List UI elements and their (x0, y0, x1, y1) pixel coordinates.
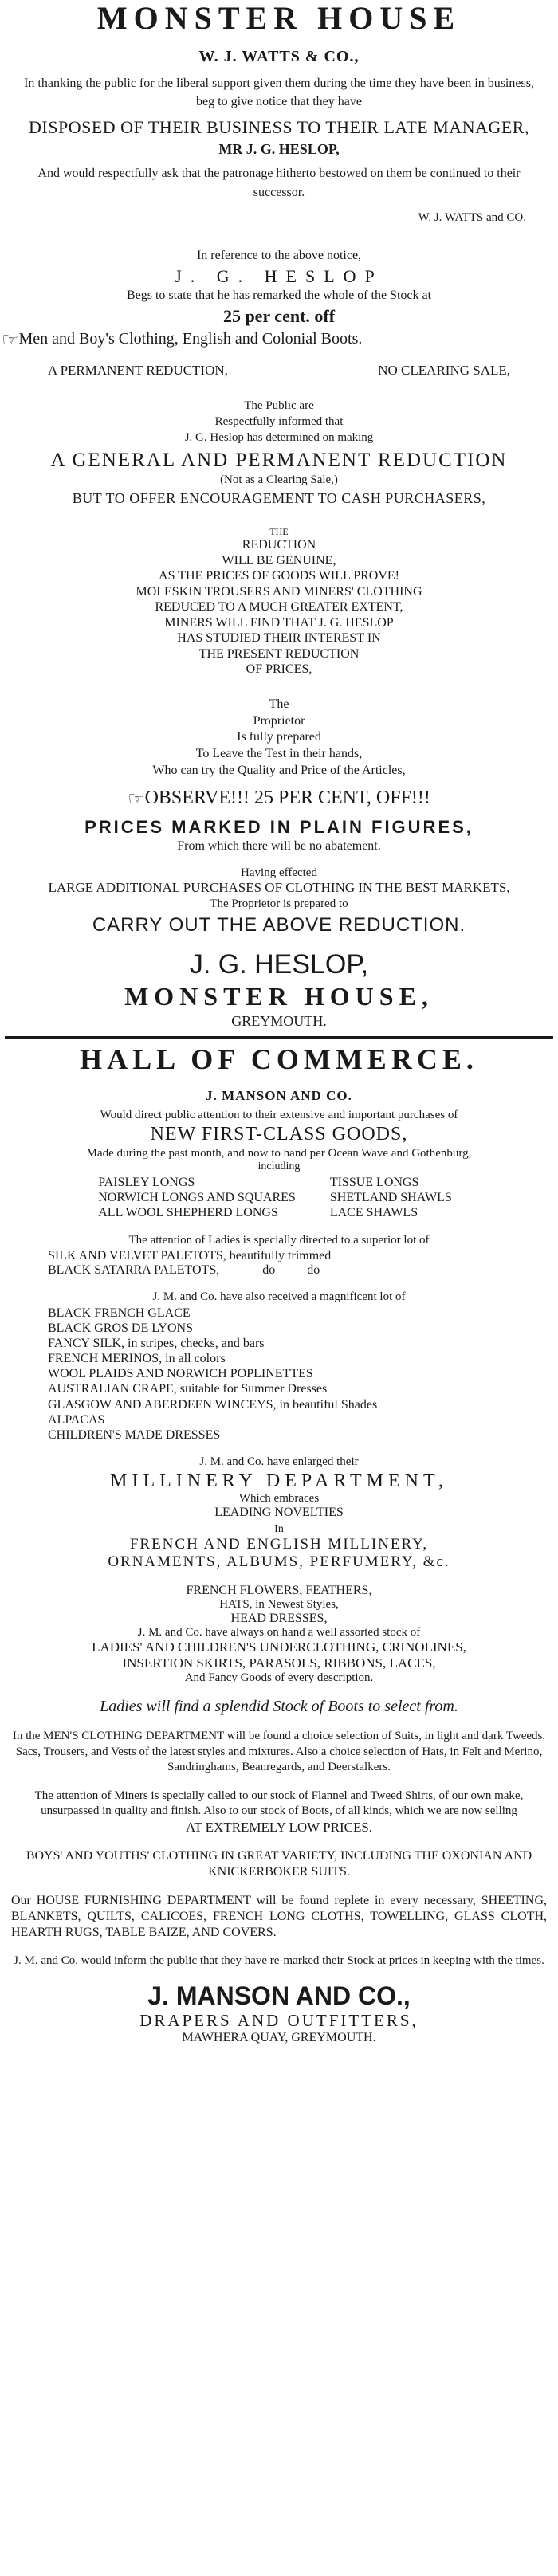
not-clearing: (Not as a Clearing Sale,) (220, 473, 338, 486)
fancy-goods: And Fancy Goods of every description. (184, 1671, 374, 1685)
miners-paragraph: The attention of Miners is specially called to our stock of Flannel and Tweed Shirts, of our own make, unsurpassed in quality and finish. Also to our stock of Boots, of all kinds, which we are now selling (34, 1789, 524, 1818)
column-divider (5, 1036, 553, 1039)
shawl-list-right: TISSUE LONGS SHETLAND SHAWLS LACE SHAWLS (320, 1175, 460, 1221)
large-purchases: LARGE ADDITIONAL PURCHASES OF CLOTHING IN THE BEST MARKETS, (48, 879, 510, 895)
shawl-list-left: PAISLEY LONGS NORWICH LONGS AND SQUARES ALL WOOL SHEPHERD LONGS (98, 1175, 296, 1220)
pointing-hand-icon: ☞ (2, 329, 19, 351)
manager-name: MR J. G. HESLOP, (218, 141, 340, 158)
drapers-outfitters: DRAPERS AND OUTFITTERS, (140, 2011, 418, 2031)
including: including (257, 1160, 301, 1172)
remarked-stock: J. M. and Co. would inform the public that they have re-marked their Stock at prices in keeping with the times. (14, 1954, 544, 1967)
firm-name: J. MANSON AND CO. (206, 1087, 352, 1103)
boys-clothing: BOYS' AND YOUTHS' CLOTHING IN GREAT VARIETY, INCLUDING THE OXONIAN AND KNICKERBOKER SUITS. (26, 1848, 532, 1879)
disposed-line: DISPOSED OF THEIR BUSINESS TO THEIR LATE MANAGER, (29, 117, 529, 138)
insertion-skirts: INSERTION SKIRTS, PARASOLS, RIBBONS, LACES, (122, 1655, 436, 1671)
having-effected: Having effected (241, 866, 317, 879)
ornaments: ORNAMENTS, ALBUMS, PERFUMERY, &c. (108, 1553, 450, 1571)
prices-marked: PRICES MARKED IN PLAIN FIGURES, (84, 816, 474, 837)
fabric-list: BLACK FRENCH GLACE BLACK GROS DE LYONS FANCY SILK, in stripes, checks, and bars FRENCH MERINOS, in all colors WOOL PLAIDS AND NORWICH POPLINETTES AUSTRALIAN CRAPE, suitable for Summer Dresses GLASGOW AND ABERDEEN WINCEYS, in beautiful Shades ALPACAS CHILDREN'S MADE DRESSES (48, 1306, 378, 1442)
signature: W. J. WATTS and CO. (418, 210, 526, 224)
pointing-hand-icon: ☞ (128, 788, 145, 810)
hall-of-commerce-advertisement (0, 1045, 558, 2045)
percent-off: 25 per cent. off (222, 305, 336, 326)
french-flowers: FRENCH FLOWERS, FEATHERS, (186, 1584, 372, 1598)
new-goods: NEW FIRST-CLASS GOODS, (150, 1123, 408, 1145)
made-during: Made during the past month, and now to hand per Ocean Wave and Gothenburg, (86, 1146, 472, 1160)
leading-novelties: LEADING NOVELTIES (214, 1506, 344, 1520)
millinery-department: MILLINERY DEPARTMENT, (110, 1471, 448, 1492)
proprietor-name: J. G. HESLOP, (189, 949, 369, 980)
public-informed: The Public are Respectfully informed that J. G. Heslop has determined on making (184, 399, 374, 445)
patronage-paragraph: And would respectfully ask that the patronage hitherto bestowed on them be continued to their successor. (37, 167, 521, 199)
enlarged-line: J. M. and Co. have enlarged their (199, 1455, 359, 1469)
proprietor-prepared: The Proprietor is prepared to (210, 897, 348, 911)
assorted-stock: J. M. and Co. have always on hand a well assorted stock of (137, 1626, 421, 1639)
offer-line: BUT TO OFFER ENCOURAGEMENT TO CASH PURCHASERS, (72, 489, 486, 506)
abatement-line: From which there will be no abatement. (177, 838, 381, 853)
silk-paletots: SILK AND VELVET PALETOTS, beautifully trimmed (48, 1248, 332, 1262)
direct-attention: Would direct public attention to their extensive and important purchases of (100, 1108, 458, 1121)
observe-line: ☞OBSERVE!!! 25 PER CENT, OFF!!! (128, 787, 430, 810)
satarra-paletots: BLACK SATARRA PALETOTS, do do (48, 1262, 320, 1277)
hats: HATS, in Newest Styles, (219, 1598, 339, 1612)
reference-line: In reference to the above notice, (196, 248, 362, 262)
clothing-line: ☞Men and Boy's Clothing, English and Colonial Boots. (2, 329, 363, 351)
embraces: Which embraces (238, 1492, 320, 1506)
heslop-spaced: J. G. HESLOP (175, 265, 383, 286)
in-word: In (274, 1523, 284, 1536)
ad-headline: MONSTER HOUSE (96, 0, 462, 36)
low-prices: AT EXTREMELY LOW PRICES. (185, 1819, 373, 1835)
reduction-block: THE REDUCTION WILL BE GENUINE, AS THE PRICES OF GOODS WILL PROVE! MOLESKIN TROUSERS AND MINERS' CLOTHING REDUCED TO A MUCH GREATER EXTENT, MINERS WILL FIND THAT J. G. HESLOP HAS STUDIED THEIR INTEREST IN THE PRESENT REDUCTION OF PRICES, (136, 525, 422, 677)
thanks-paragraph: In thanking the public for the liberal support given them during the time they have been in business, beg to give notice that they have (24, 77, 534, 109)
firm-name: W. J. WATTS & CO., (198, 48, 360, 65)
magnificent-lot: J. M. and Co. have also received a magnificent lot of (152, 1290, 406, 1303)
shawl-columns (0, 1175, 558, 1221)
monster-house-signature: MONSTER HOUSE, (124, 982, 434, 1011)
french-english-millinery: FRENCH AND ENGLISH MILLINERY, (129, 1536, 429, 1553)
town: GREYMOUTH. (231, 1013, 327, 1030)
proprietor-block: The Proprietor Is fully prepared To Leave the Test in their hands, Who can try the Quality and Price of the Articles, (152, 697, 406, 777)
boots-ladies: Ladies will find a splendid Stock of Boots to select from. (100, 1698, 458, 1716)
mens-clothing-paragraph: In the MEN'S CLOTHING DEPARTMENT will be found a choice selection of Suits, in light and dark Tweeds. Sacs, Trousers, and Vests of the latest styles and mixtures. Also a choice selection of Hats, in Felt and Merino, Sandringhams, Beanregards, and Deerstalkers. (12, 1730, 546, 1774)
address: MAWHERA QUAY, GREYMOUTH. (182, 2031, 376, 2045)
manson-signature: J. MANSON AND CO., (147, 1981, 411, 2011)
head-dresses: HEAD DRESSES, (230, 1612, 328, 1626)
underclothing: LADIES' AND CHILDREN'S UNDERCLOTHING, CRINOLINES, (92, 1639, 466, 1655)
ad-headline: HALL OF COMMERCE. (80, 1043, 478, 1076)
ladies-attention: The attention of Ladies is specially directed to a superior lot of (128, 1233, 430, 1247)
monster-house-advertisement (0, 0, 558, 1030)
carry-out: CARRY OUT THE ABOVE REDUCTION. (92, 914, 466, 937)
begs-line: Begs to state that he has remarked the whole of the Stock at (126, 288, 432, 302)
house-furnishing: Our HOUSE FURNISHING DEPARTMENT will be found replete in every necessary, SHEETING, BLANKETS, QUILTS, CALICOES, FRENCH LONG CLOTHS, TOWELLING, GLASS CLOTH, HEARTH RUGS, TABLE BAIZE, AND COVERS. (11, 1893, 547, 1939)
general-reduction: A GENERAL AND PERMANENT REDUCTION (50, 449, 508, 471)
reduction-notice: A PERMANENT REDUCTION, NO CLEARING SALE, (48, 362, 510, 378)
